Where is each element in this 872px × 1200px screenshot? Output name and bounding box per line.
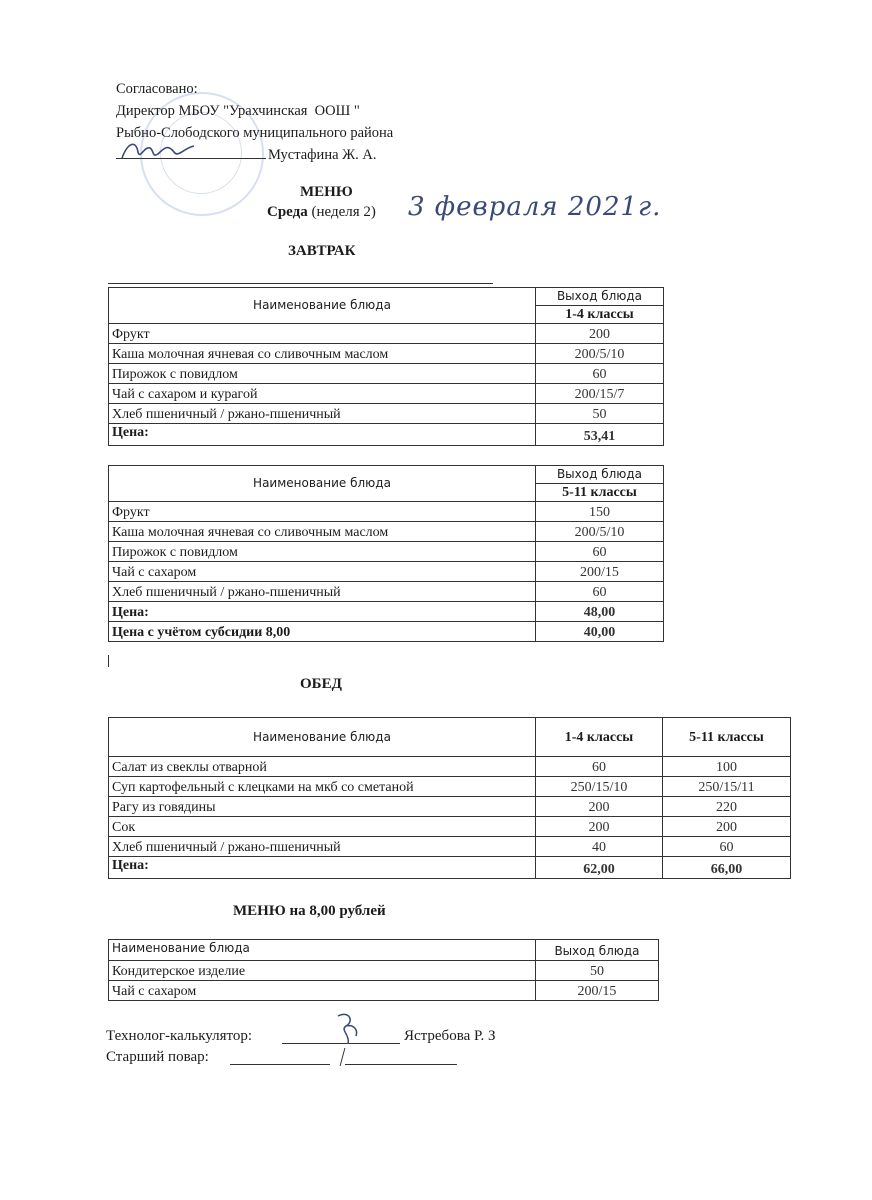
- price-row: [109, 857, 791, 879]
- col-yield-header: Выход блюда: [536, 466, 664, 484]
- breakfast-rule: [108, 283, 493, 284]
- price-value-a: 62,00: [536, 857, 663, 879]
- dish-yield-b: 60: [663, 837, 791, 857]
- dish-yield: 150: [536, 502, 664, 522]
- dish-yield-a: 40: [536, 837, 663, 857]
- week-label: (неделя 2): [311, 204, 376, 220]
- day-label: Среда: [267, 204, 308, 220]
- dish-name: Суп картофельный с клецками на мкб со сметаной: [109, 777, 536, 797]
- dish-yield-a: 200: [536, 797, 663, 817]
- table-row: [109, 837, 791, 857]
- cook-label: Старший повар:: [106, 1049, 209, 1065]
- dish-name: Хлеб пшеничный / ржано-пшеничный: [109, 582, 536, 602]
- table-row: [109, 384, 664, 404]
- dish-yield-b: 220: [663, 797, 791, 817]
- dish-name: Кондитерское изделие: [109, 961, 536, 981]
- dish-name: Фрукт: [109, 324, 536, 344]
- price-value-b: 66,00: [663, 857, 791, 879]
- price-value: 48,00: [536, 602, 664, 622]
- dish-yield-b: 200: [663, 817, 791, 837]
- table-row: [109, 777, 791, 797]
- dish-yield: 200: [536, 324, 664, 344]
- table-row: [109, 404, 664, 424]
- dish-name: Каша молочная ячневая со сливочным маслом: [109, 522, 536, 542]
- dish-name: Каша молочная ячневая со сливочным маслом: [109, 344, 536, 364]
- director-signature: [118, 138, 198, 164]
- col-yield-header: Выход блюда: [536, 940, 659, 961]
- table-row: [109, 757, 791, 777]
- col-class-b-header: 5-11 классы: [663, 718, 791, 757]
- dish-name: Сок: [109, 817, 536, 837]
- breakfast-title: ЗАВТРАК: [288, 243, 356, 259]
- dish-yield: 60: [536, 364, 664, 384]
- table-row: [109, 344, 664, 364]
- col-name-header: Наименование блюда: [109, 718, 536, 757]
- table-row: [109, 981, 659, 1001]
- table-row: [109, 562, 664, 582]
- col-name-header: Наименование блюда: [109, 288, 536, 324]
- breakfast-table-5-11: [108, 465, 664, 642]
- dish-name: Хлеб пшеничный / ржано-пшеничный: [109, 837, 536, 857]
- dish-name: Фрукт: [109, 502, 536, 522]
- dish-name: Пирожок с повидлом: [109, 542, 536, 562]
- dish-yield: 200/15: [536, 981, 659, 1001]
- table-edge-stub: [108, 655, 109, 667]
- subsidy-row: [109, 622, 664, 642]
- table-row: [109, 961, 659, 981]
- col-name-header: Наименование блюда: [109, 940, 536, 961]
- dish-yield: 60: [536, 542, 664, 562]
- dish-yield: 50: [536, 404, 664, 424]
- table-row: [109, 502, 664, 522]
- col-class-header: 5-11 классы: [536, 484, 664, 502]
- subsidy-value: 40,00: [536, 622, 664, 642]
- lunch-title: ОБЕД: [300, 676, 342, 692]
- dish-yield: 200/15: [536, 562, 664, 582]
- cook-signature-line: [230, 1064, 330, 1065]
- handwritten-date: 3 февраля 2021г.: [408, 192, 662, 222]
- day-line: [267, 204, 376, 221]
- dish-yield: 200/5/10: [536, 344, 664, 364]
- menu8-table: [108, 939, 659, 1001]
- table-row: [109, 364, 664, 384]
- signer-name: Мустафина Ж. А.: [268, 147, 377, 163]
- dish-name: Хлеб пшеничный / ржано-пшеничный: [109, 404, 536, 424]
- table-row: [109, 797, 791, 817]
- technologist-signature: [328, 1008, 368, 1048]
- col-class-header: 1-4 классы: [536, 306, 664, 324]
- price-label: Цена:: [109, 424, 536, 446]
- dish-yield-a: 200: [536, 817, 663, 837]
- table-row: [109, 817, 791, 837]
- dish-name: Салат из свеклы отварной: [109, 757, 536, 777]
- director-line: Директор МБОУ "Урахчинская ООШ ": [116, 103, 360, 119]
- col-class-a-header: 1-4 классы: [536, 718, 663, 757]
- technologist-label: Технолог-калькулятор:: [106, 1028, 253, 1044]
- breakfast-table-1-4: [108, 287, 664, 446]
- price-value: 53,41: [536, 424, 664, 446]
- approved-label: Согласовано:: [116, 81, 198, 97]
- dish-name: Пирожок с повидлом: [109, 364, 536, 384]
- technologist-name: Ястребова Р. З: [404, 1028, 496, 1044]
- table-row: [109, 542, 664, 562]
- col-yield-header: Выход блюда: [536, 288, 664, 306]
- dish-yield: 50: [536, 961, 659, 981]
- col-name-header: Наименование блюда: [109, 466, 536, 502]
- table-row: [109, 582, 664, 602]
- dish-name: Рагу из говядины: [109, 797, 536, 817]
- menu8-title: МЕНЮ на 8,00 рублей: [233, 903, 386, 919]
- dish-yield-b: 250/15/11: [663, 777, 791, 797]
- subsidy-label: Цена с учётом субсидии 8,00: [109, 622, 536, 642]
- dish-name: Чай с сахаром: [109, 981, 536, 1001]
- dish-yield: 200/15/7: [536, 384, 664, 404]
- cook-name-line: [345, 1064, 457, 1065]
- lunch-table: [108, 717, 791, 879]
- dish-yield: 60: [536, 582, 664, 602]
- district-line: Рыбно-Слободского муниципального района: [116, 125, 394, 141]
- price-row: [109, 424, 664, 446]
- dish-name: Чай с сахаром и курагой: [109, 384, 536, 404]
- price-label: Цена:: [109, 602, 536, 622]
- dish-yield: 200/5/10: [536, 522, 664, 542]
- table-row: [109, 522, 664, 542]
- dish-name: Чай с сахаром: [109, 562, 536, 582]
- dish-yield-b: 100: [663, 757, 791, 777]
- table-row: [109, 324, 664, 344]
- price-row: [109, 602, 664, 622]
- price-label: Цена:: [109, 857, 536, 879]
- menu-title: МЕНЮ: [300, 184, 353, 200]
- dish-yield-a: 60: [536, 757, 663, 777]
- dish-yield-a: 250/15/10: [536, 777, 663, 797]
